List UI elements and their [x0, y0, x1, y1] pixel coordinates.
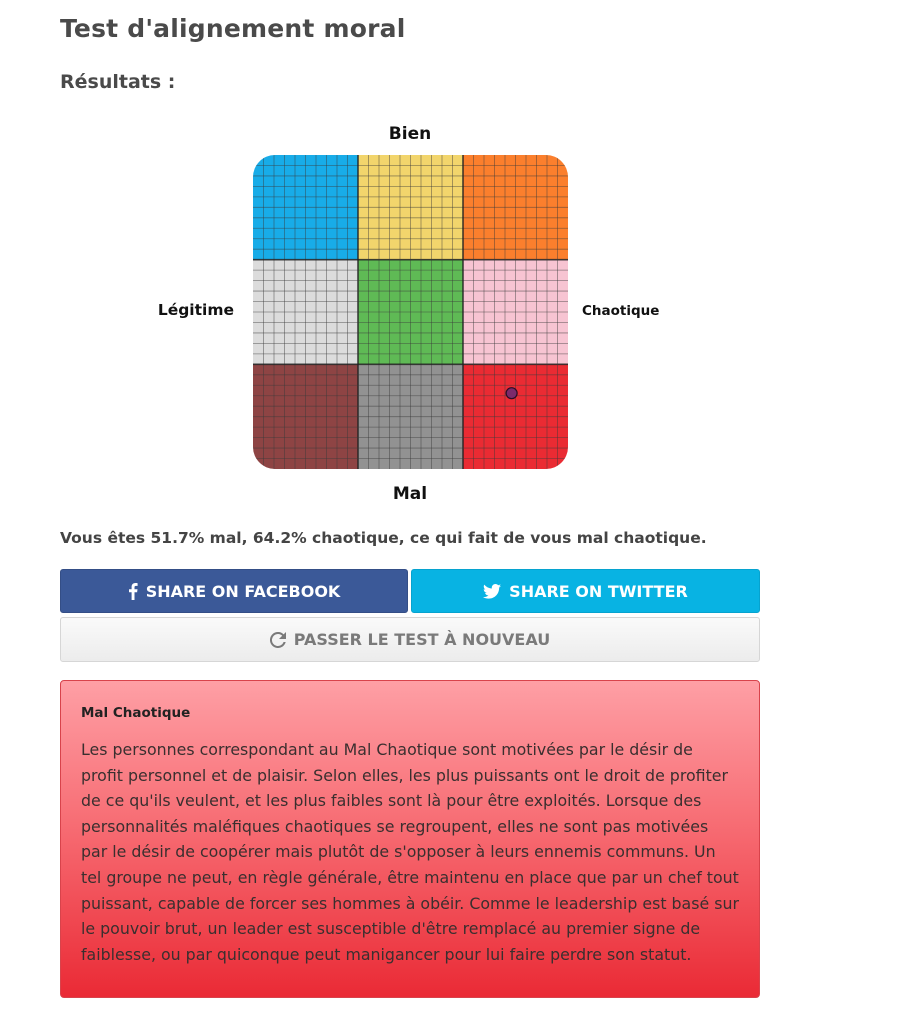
result-summary: Vous êtes 51.7% mal, 64.2% chaotique, ce qui fait de vous mal chaotique.	[60, 529, 707, 547]
share-facebook-label: SHARE ON FACEBOOK	[145, 581, 341, 601]
share-facebook-button[interactable]	[60, 569, 408, 613]
alignment-chart	[150, 118, 670, 508]
alignment-description-title: Mal Chaotique	[81, 705, 191, 721]
axis-label-left: Légitime	[157, 301, 234, 319]
alignment-chart-svg	[150, 118, 670, 508]
alignment-description-box	[60, 680, 760, 998]
results-heading: Résultats :	[60, 71, 176, 93]
share-twitter-label: SHARE ON TWITTER	[509, 581, 688, 601]
page-title: Test d'alignement moral	[60, 14, 406, 43]
retake-test-label: PASSER LE TEST À NOUVEAU	[293, 630, 551, 649]
result-marker	[506, 388, 517, 399]
share-twitter-button[interactable]	[411, 569, 760, 613]
twitter-icon	[483, 584, 501, 599]
facebook-icon	[128, 583, 138, 600]
axis-label-bottom: Mal	[392, 484, 428, 504]
axis-label-top: Bien	[388, 124, 432, 144]
refresh-icon	[270, 632, 286, 648]
retake-test-button[interactable]	[60, 617, 760, 662]
axis-label-right: Chaotique	[582, 303, 660, 319]
alignment-description-text: Les personnes correspondant au Mal Chaotique sont motivées par le désir de profit personnel et de plaisir. Selon elles, les plus puissants ont le droit de profiter de ce qu'ils veulent, et les plus faibles sont là pour être exploités. Lorsque des personnalités maléfiques chaotiques se regroupent, elles ne sont pas motivées par le désir de coopérer mais plutôt de s'opposer à leurs ennemis communs. Un tel groupe ne peut, en règle générale, être maintenu en place que par un chef tout puissant, capable de forcer ses hommes à obéir. Comme le leadership est basé sur le pouvoir brut, un leader est susceptible d'être remplacé au premier signe de faiblesse, ou par quiconque peut manigancer pour lui faire perdre son statut.	[81, 740, 739, 964]
